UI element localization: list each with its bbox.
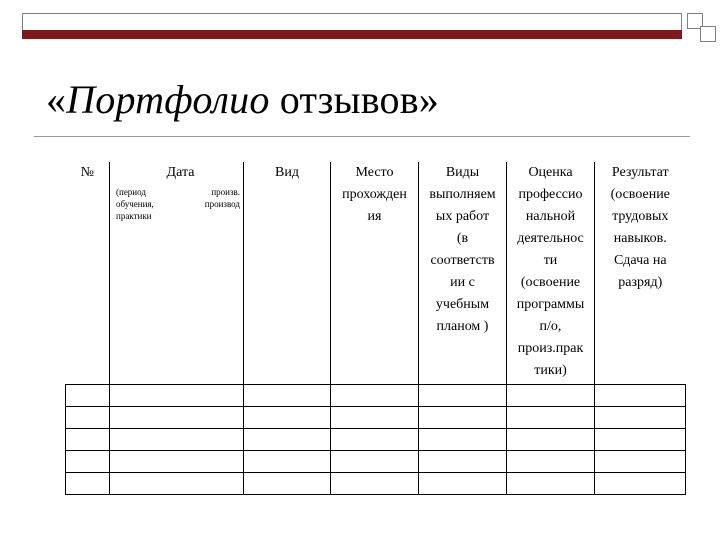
- header-type: [244, 162, 331, 385]
- table-cell: [595, 385, 686, 407]
- table-cell: [244, 385, 331, 407]
- table-header-row: [66, 162, 686, 385]
- decorative-square: [700, 26, 716, 42]
- table-cell: [244, 451, 331, 473]
- table-cell: [507, 451, 595, 473]
- table-row: [66, 473, 686, 495]
- portfolio-table: [65, 162, 686, 495]
- table-row: [66, 385, 686, 407]
- table-cell: [419, 451, 507, 473]
- title-open-quote: «: [46, 77, 67, 122]
- table-row: [66, 451, 686, 473]
- table-cell: [595, 407, 686, 429]
- table-cell: [66, 473, 110, 495]
- header-result: [595, 162, 686, 385]
- table-cell: [507, 385, 595, 407]
- header-date-sub-left: (период обучения, практики: [116, 187, 154, 221]
- table-cell: [110, 473, 244, 495]
- table-cell: [110, 451, 244, 473]
- table-cell: [331, 473, 419, 495]
- table-cell: [507, 407, 595, 429]
- page-title: [46, 76, 439, 123]
- title-italic-word: Портфолио: [66, 77, 270, 122]
- header-date: [110, 162, 244, 385]
- table-cell: [244, 407, 331, 429]
- table-cell: [419, 407, 507, 429]
- header-result-label: Результат (освоение трудовых навыков. Сдача на разряд): [610, 165, 670, 290]
- header-kinds: [419, 162, 507, 385]
- table-cell: [331, 451, 419, 473]
- table-cell: [244, 473, 331, 495]
- header-place: [331, 162, 419, 385]
- header-grade-label: Оценка профессио нальной деятельнос ти (освоение программы п/о, произ.прак тики): [516, 165, 585, 378]
- table-cell: [507, 473, 595, 495]
- header-place-label: Место прохожден ия: [342, 165, 407, 224]
- table-cell: [331, 429, 419, 451]
- table-cell: [507, 429, 595, 451]
- table-cell: [110, 407, 244, 429]
- header-date-sub-right: произв. производ: [204, 187, 240, 209]
- header-number: [66, 162, 110, 385]
- header-type-label: Вид: [275, 165, 299, 180]
- table-cell: [595, 429, 686, 451]
- table-cell: [66, 451, 110, 473]
- table-row: [66, 407, 686, 429]
- table-cell: [66, 385, 110, 407]
- table-cell: [331, 385, 419, 407]
- table-cell: [419, 385, 507, 407]
- table-cell: [110, 429, 244, 451]
- table-cell: [66, 407, 110, 429]
- title-rest: отзывов»: [269, 77, 439, 122]
- decorative-accent-bar: [22, 30, 682, 39]
- table-body: [66, 385, 686, 495]
- table-row: [66, 429, 686, 451]
- table-cell: [595, 473, 686, 495]
- header-date-label: Дата: [166, 165, 195, 180]
- table-cell: [419, 473, 507, 495]
- table-cell: [110, 385, 244, 407]
- header-kinds-label: Виды выполняем ых работ (в соответств ии с учебным планом ): [429, 165, 496, 334]
- title-divider: [34, 136, 690, 137]
- table-cell: [595, 451, 686, 473]
- table-cell: [331, 407, 419, 429]
- header-grade: [507, 162, 595, 385]
- table-cell: [66, 429, 110, 451]
- decorative-top-box: [22, 13, 682, 31]
- table-cell: [244, 429, 331, 451]
- header-number-label: №: [80, 165, 94, 180]
- table-cell: [419, 429, 507, 451]
